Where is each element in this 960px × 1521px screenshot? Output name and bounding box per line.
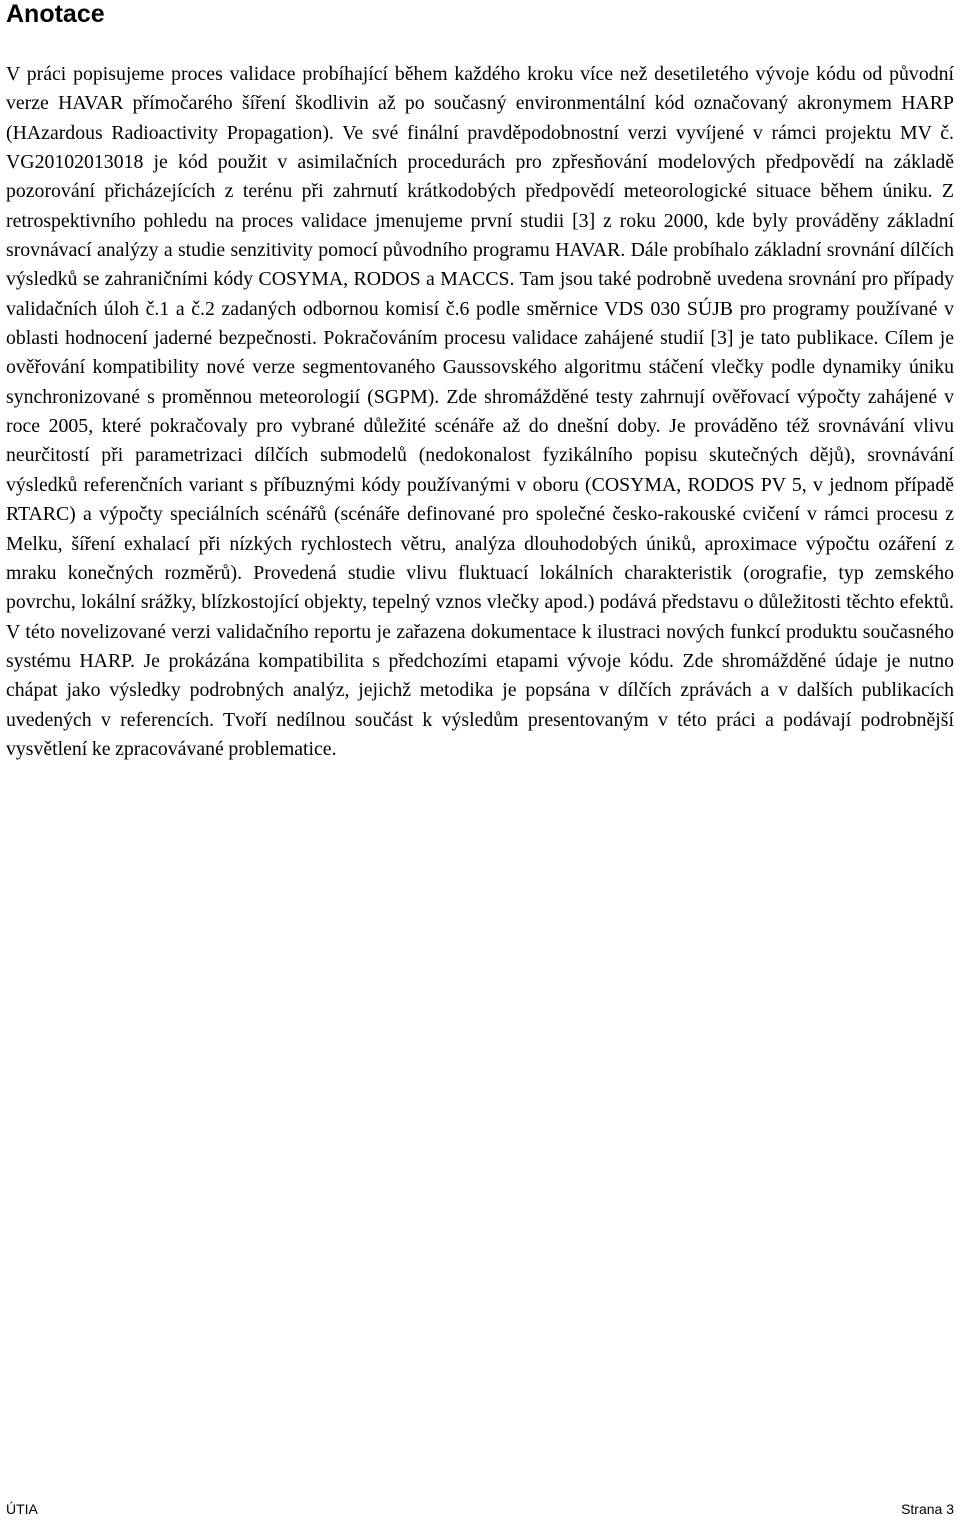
page-footer <box>6 1499 954 1519</box>
footer-page-number: Strana 3 <box>901 1501 954 1517</box>
section-heading: Anotace <box>6 0 105 28</box>
footer-institution: ÚTIA <box>6 1501 38 1517</box>
abstract-paragraph: V práci popisujeme proces validace probíhající během každého kroku více než desetiletého vývoje kódu od původní verze HAVAR přímočarého šíření škodlivin až po současný environmentální kód označovaný akronymem HARP (HAzardous Radioactivity Propagation). Ve své finální pravděpodobnostní verzi vyvíjené v rámci projektu MV č. VG20102013018 je kód použit v asimilačních procedurách pro zpřesňování modelových předpovědí na základě pozorování přicházejících z terénu při zahrnutí krátkodobých předpovědí meteorologické situace během úniku. Z retrospektivního pohledu na proces validace jmenujeme první studii [3] z roku 2000, kde byly prováděny základní srovnávací analýzy a studie senzitivity pomocí původního programu HAVAR. Dále probíhalo základní srovnání dílčích výsledků se zahraničními kódy COSYMA, RODOS a MACCS. Tam jsou také podrobně uvedena srovnání pro případy validačních úloh č.1 a č.2 zadaných odbornou komisí č.6 podle směrnice VDS 030 SÚJB pro programy používané v oblasti hodnocení jaderné bezpečnosti. Pokračováním procesu validace zahájené studií [3] je tato publikace. Cílem je ověřování kompatibility nové verze segmentovaného Gaussovského algoritmu stáčení vlečky podle dynamiky úniku synchronizované s proměnnou meteorologií (SGPM). Zde shromážděné testy zahrnují ověřovací výpočty zahájené v roce 2005, které pokračovaly pro vybrané důležité scénáře až do dnešní doby. Je prováděno též srovnávání vlivu neurčitostí při parametrizaci dílčích submodelů (nedokonalost fyzikálního popisu skutečných dějů), srovnávání výsledků referenčních variant s příbuznými kódy používanými v oboru (COSYMA, RODOS PV 5, v jednom případě RTARC) a výpočty speciálních scénářů (scénáře definované pro společné česko-rakouské cvičení v rámci procesu z Melku, šíření exhalací při nízkých rychlostech větru, analýza dlouhodobých úniků, aproximace výpočtu ozáření z mraku konečných rozměrů). Provedená studie vlivu fluktuací lokálních charakteristik (orografie, typ zemského povrchu, lokální srážky, blízkostojící objekty, tepelný vznos vlečky apod.) podává představu o důležitosti těchto efektů. V této novelizované verzi validačního reportu je zařazena dokumentace k ilustraci nových funkcí produktu současného systému HARP. Je prokázána kompatibilita s předchozími etapami vývoje kódu. Zde shromážděné údaje je nutno chápat jako výsledky podrobných analýz, jejichž metodika je popsána v dílčích zprávách a v dalších publikacích uvedených v referencích. Tvoří nedílnou součást k výsledům presentovaným v této práci a podávají podrobnější vysvětlení ke zpracovávané problematice. <box>6 63 954 760</box>
